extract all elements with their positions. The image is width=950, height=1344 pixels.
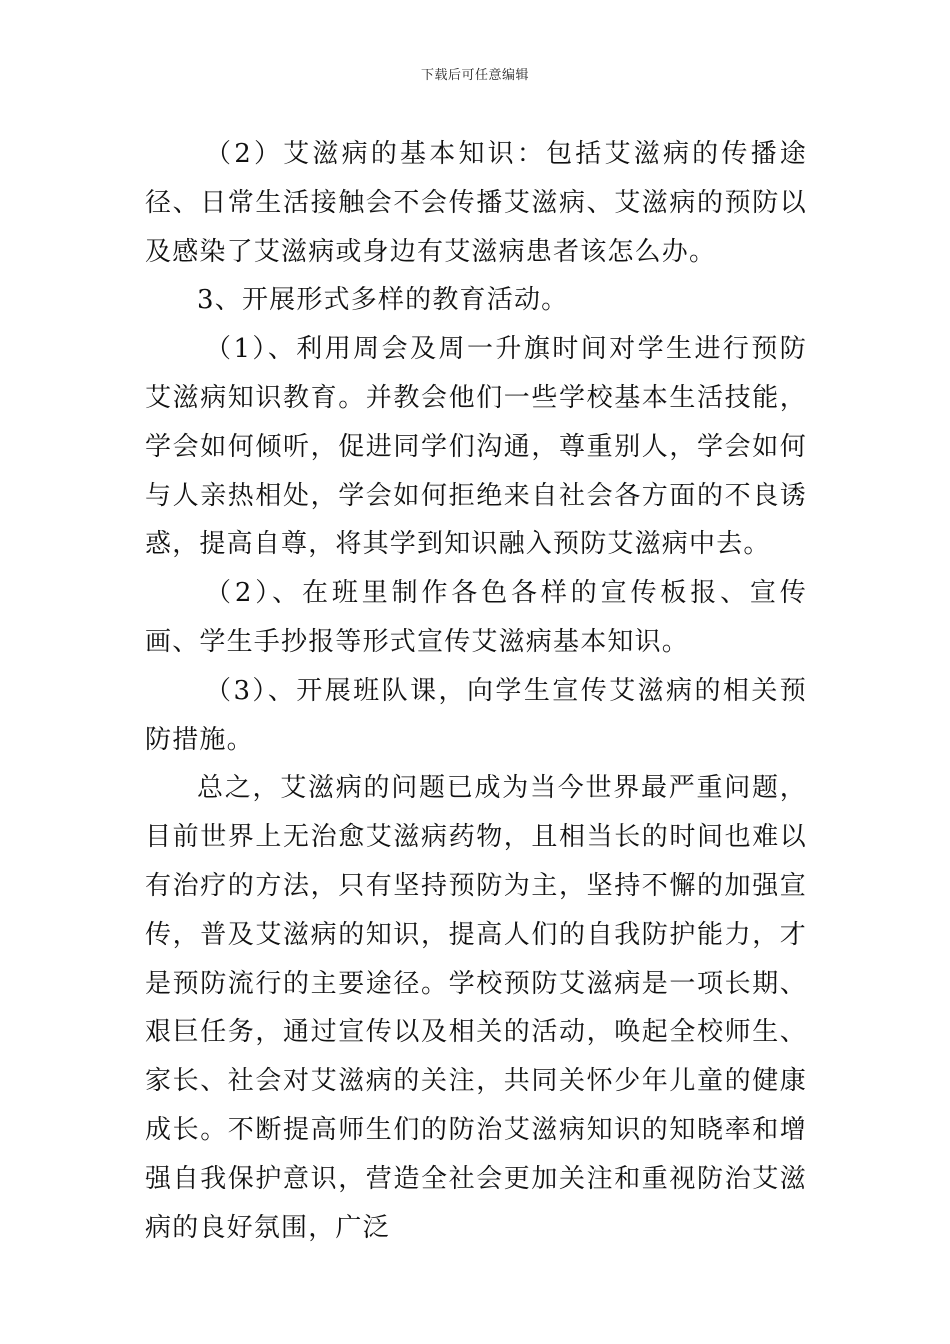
paragraph-conclusion: 总之，艾滋病的问题已成为当今世界最严重问题，目前世界上无治愈艾滋病药物，且相当长的时间也难以有治疗的方法，只有坚持预防为主，坚持不懈的加强宣传，普及艾滋病的知识，提高人们的自我防护能力，才是预防流行的主要途径。学校预防艾滋病是一项长期、艰巨任务，通过宣传以及相关的活动，唤起全校师生、家长、社会对艾滋病的关注，共同关怀少年儿童的健康成长。不断提高师生们的防治艾滋病知识的知晓率和增强自我保护意识，营造全社会更加关注和重视防治艾滋病的良好氛围，广泛	[145, 773, 807, 1243]
paragraph-activity-3: （3）、开展班队课，向学生宣传艾滋病的相关预防措施。	[145, 675, 807, 755]
paragraph-basic-knowledge: （2）艾滋病的基本知识：包括艾滋病的传播途径、日常生活接触会不会传播艾滋病、艾滋病的预防以及感染了艾滋病或身边有艾滋病患者该怎么办。	[145, 139, 807, 267]
paragraph-activity-1: （1）、利用周会及周一升旗时间对学生进行预防艾滋病知识教育。并教会他们一些学校基本生活技能，学会如何倾听，促进同学们沟通，尊重别人，学会如何与人亲热相处，学会如何拒绝来自社会各方面的不良诱惑，提高自尊，将其学到知识融入预防艾滋病中去。	[145, 334, 807, 560]
page-header: 下载后可任意编辑	[420, 68, 529, 83]
paragraph-activity-2: （2）、在班里制作各色各样的宣传板报、宣传画、学生手抄报等形式宣传艾滋病基本知识。	[145, 578, 807, 657]
document-body	[145, 130, 807, 1252]
paragraph-section-heading: 3、开展形式多样的教育活动。	[197, 285, 569, 316]
